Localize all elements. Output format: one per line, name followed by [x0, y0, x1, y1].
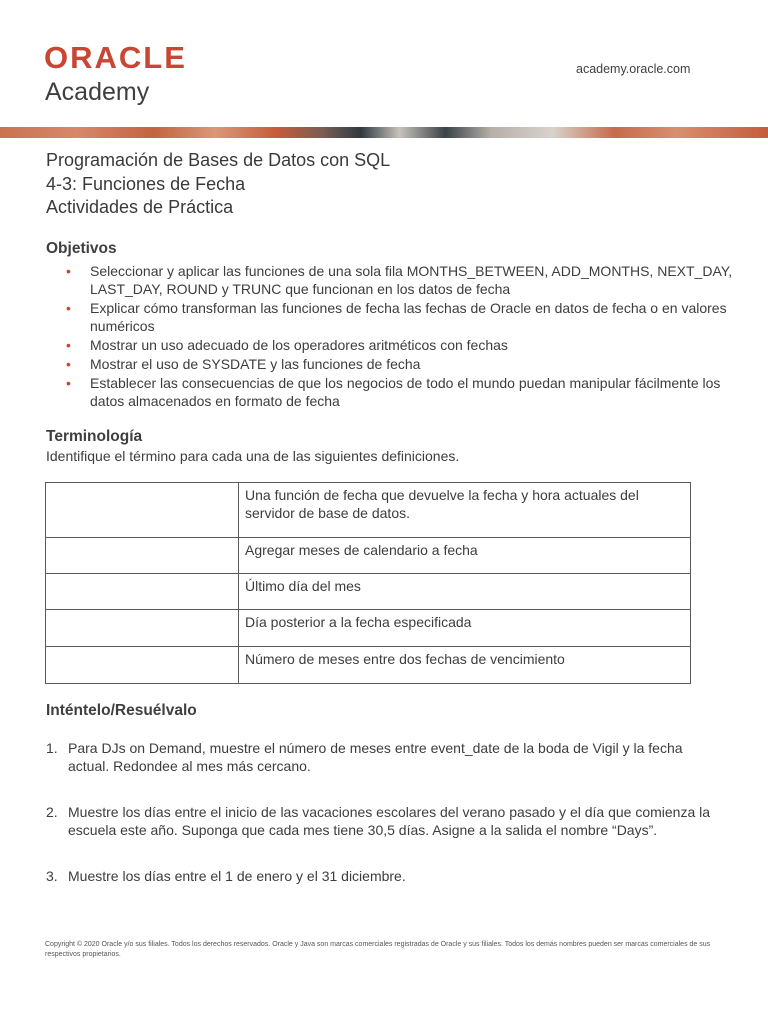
objective-item	[64, 336, 734, 354]
objectives-heading: Objetivos	[46, 240, 117, 257]
term-answer-cell[interactable]	[46, 610, 239, 647]
term-answer-cell[interactable]	[46, 483, 239, 538]
course-title: Programación de Bases de Datos con SQL	[46, 150, 391, 170]
objectives-list	[64, 262, 734, 411]
bullet-icon: •	[66, 337, 71, 353]
oracle-logo: ORACLE	[44, 40, 187, 75]
bullet-icon: •	[66, 300, 71, 316]
site-url: academy.oracle.com	[576, 62, 691, 76]
exercise-item	[46, 803, 716, 839]
objective-item	[64, 299, 734, 335]
document-title	[46, 149, 390, 220]
objective-text: Seleccionar y aplicar las funciones de una sola fila MONTHS_BETWEEN, ADD_MONTHS, NEXT_DAY, LAST_DAY, ROUND y TRUNC que funcionan en los datos de fecha	[90, 263, 733, 297]
term-answer-cell[interactable]	[46, 647, 239, 684]
objective-text: Establecer las consecuencias de que los negocios de todo el mundo puedan manipular fácilmente los datos almacenados en formato de fecha	[90, 375, 721, 409]
activity-title: Actividades de Práctica	[46, 197, 234, 217]
objective-item	[64, 262, 734, 298]
definition-cell: Agregar meses de calendario a fecha	[239, 538, 691, 574]
bullet-icon: •	[66, 356, 71, 372]
exercise-item	[46, 739, 716, 775]
exercise-item	[46, 867, 716, 885]
term-answer-cell[interactable]	[46, 574, 239, 610]
definition-cell: Número de meses entre dos fechas de vencimiento	[239, 647, 691, 684]
exercise-number: 3.	[46, 868, 58, 884]
definition-cell: Una función de fecha que devuelve la fecha y hora actuales del servidor de base de datos.	[239, 483, 691, 538]
definition-cell: Día posterior a la fecha especificada	[239, 610, 691, 647]
exercise-text: Para DJs on Demand, muestre el número de meses entre event_date de la boda de Vigil y la fecha actual. Redondee al mes más cercano.	[68, 740, 683, 774]
objective-item	[64, 355, 734, 373]
academy-logo-text: Academy	[45, 78, 150, 106]
header-banner	[0, 127, 768, 138]
objective-text: Explicar cómo transforman las funciones de fecha las fechas de Oracle en datos de fecha o en valores numéricos	[90, 300, 727, 334]
table-row	[46, 610, 691, 647]
table-row	[46, 483, 691, 538]
table-row	[46, 538, 691, 574]
exercise-list	[46, 739, 716, 913]
terminology-heading: Terminología	[46, 428, 143, 445]
table-row	[46, 574, 691, 610]
copyright-footer: Copyright © 2020 Oracle y/o sus filiales. Todos los derechos reservados. Oracle y Java son marcas comerciales registradas de Oracle y sus filiales. Todos los demás nombres pueden ser marcas comerciales de sus respectivos propietarios.	[45, 941, 711, 958]
exercise-text: Muestre los días entre el 1 de enero y el 31 diciembre.	[68, 868, 406, 884]
objective-item	[64, 374, 734, 410]
bullet-icon: •	[66, 375, 71, 391]
terminology-table	[45, 482, 691, 684]
term-answer-cell[interactable]	[46, 538, 239, 574]
exercise-number: 2.	[46, 804, 58, 820]
objective-text: Mostrar el uso de SYSDATE y las funciones de fecha	[90, 356, 421, 372]
lesson-title: 4-3: Funciones de Fecha	[46, 173, 246, 194]
try-it-heading: Inténtelo/Resuélvalo	[46, 702, 197, 719]
exercise-number: 1.	[46, 740, 58, 756]
exercise-text: Muestre los días entre el inicio de las vacaciones escolares del verano pasado y el día que comienza la escuela este año. Suponga que cada mes tiene 30,5 días. Asigne a la salida el nombre “Days”.	[68, 804, 711, 838]
definition-cell: Último día del mes	[239, 574, 691, 610]
table-row	[46, 647, 691, 684]
bullet-icon: •	[66, 263, 71, 279]
objective-text: Mostrar un uso adecuado de los operadores aritméticos con fechas	[90, 337, 508, 353]
terminology-intro: Identifique el término para cada una de las siguientes definiciones.	[46, 448, 460, 464]
